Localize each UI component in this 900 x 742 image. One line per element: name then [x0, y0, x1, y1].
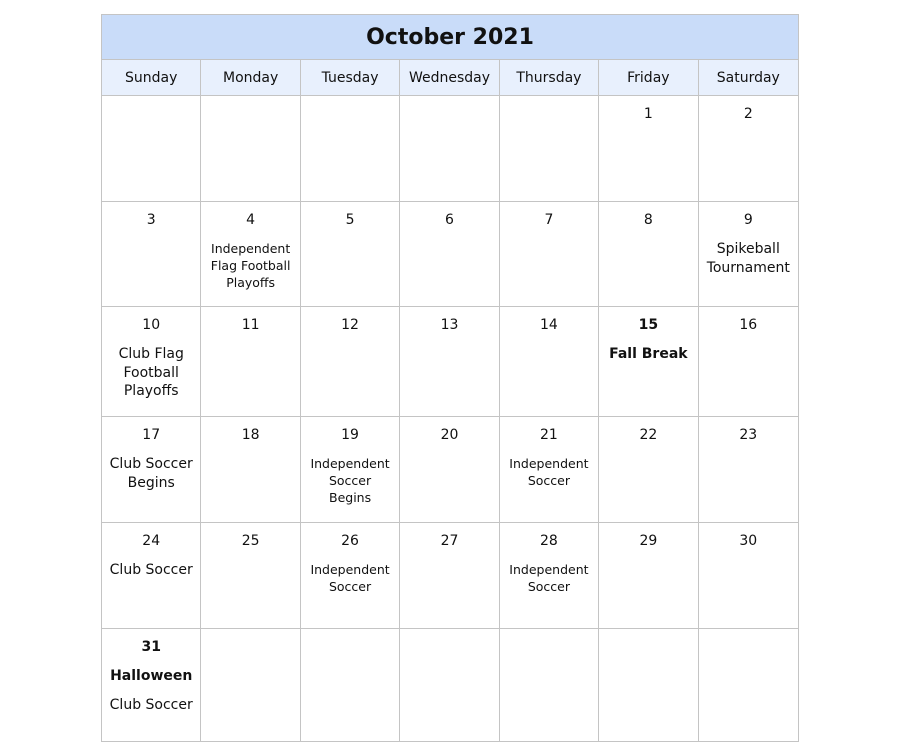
weekday-saturday: Saturday: [716, 69, 780, 86]
day-cell-12[interactable]: [301, 307, 400, 416]
day-number: 5: [345, 212, 355, 228]
week-row: [102, 202, 798, 307]
event-label: Club Soccer: [109, 562, 193, 578]
event-label: Club Flag Football Playoffs: [118, 346, 184, 399]
day-cell-9[interactable]: [699, 202, 798, 306]
empty-day-cell: [599, 629, 698, 741]
weekday-monday: Monday: [201, 60, 300, 95]
day-cell-30[interactable]: [699, 523, 798, 628]
calendar-grid: [102, 96, 798, 741]
event-label: Independent Soccer Begins: [310, 456, 390, 505]
empty-day-cell: [500, 629, 599, 741]
day-cell-23[interactable]: [699, 417, 798, 522]
event-label: Spikeball Tournament: [706, 241, 790, 276]
day-number: 1: [643, 106, 653, 122]
day-cell-8[interactable]: [599, 202, 698, 306]
day-number: 29: [639, 533, 658, 549]
day-number: 17: [142, 427, 161, 443]
day-number: 26: [341, 533, 359, 549]
day-cell-22[interactable]: [599, 417, 698, 522]
day-number: 20: [440, 427, 459, 443]
day-cell-17[interactable]: [102, 417, 201, 522]
week-row: [102, 307, 798, 417]
day-number: 22: [639, 427, 658, 443]
day-number: 28: [540, 533, 558, 549]
weekday-friday: Friday: [599, 60, 698, 95]
weekday-thursday: Thursday: [500, 60, 599, 95]
day-number: 21: [540, 427, 558, 443]
empty-day-cell: [201, 96, 300, 201]
day-number: 30: [739, 533, 758, 549]
day-number: 11: [241, 317, 260, 333]
weekday-header: [102, 60, 798, 96]
empty-day-cell: [400, 629, 499, 741]
weekday-sunday: Sunday: [102, 60, 201, 95]
day-number: 31: [141, 639, 161, 655]
day-cell-6[interactable]: [400, 202, 499, 306]
day-cell-14[interactable]: [500, 307, 599, 416]
event-label: Independent Flag Football Playoffs: [210, 241, 291, 290]
empty-day-cell: [301, 96, 400, 201]
day-number: 9: [743, 212, 753, 228]
day-cell-20[interactable]: [400, 417, 499, 522]
empty-day-cell: [301, 629, 400, 741]
empty-day-cell: [102, 96, 201, 201]
day-number: 15: [638, 317, 659, 333]
day-cell-5[interactable]: [301, 202, 400, 306]
day-number: 23: [739, 427, 758, 443]
day-cell-19[interactable]: [301, 417, 400, 522]
day-cell-15[interactable]: [599, 307, 698, 416]
day-number: 24: [142, 533, 161, 549]
week-row: [102, 417, 798, 523]
day-cell-26[interactable]: [301, 523, 400, 628]
event-label: Independent Soccer: [310, 562, 390, 594]
day-number: 7: [544, 212, 554, 228]
empty-day-cell: [400, 96, 499, 201]
day-number: 4: [246, 212, 256, 228]
day-cell-28[interactable]: [500, 523, 599, 628]
event-label: Halloween: [110, 668, 193, 684]
day-cell-11[interactable]: [201, 307, 300, 416]
day-number: 13: [440, 317, 459, 333]
calendar: [101, 14, 799, 742]
week-row: [102, 629, 798, 741]
day-cell-24[interactable]: [102, 523, 201, 628]
day-number: 19: [341, 427, 359, 443]
week-row: [102, 523, 798, 629]
week-row: [102, 96, 798, 202]
day-number: 8: [643, 212, 653, 228]
day-cell-27[interactable]: [400, 523, 499, 628]
empty-day-cell: [699, 629, 798, 741]
day-number: 2: [743, 106, 753, 122]
empty-day-cell: [500, 96, 599, 201]
event-label: Club Soccer Begins: [109, 456, 193, 491]
day-cell-7[interactable]: [500, 202, 599, 306]
day-number: 14: [540, 317, 558, 333]
day-cell-3[interactable]: [102, 202, 201, 306]
day-cell-4[interactable]: [201, 202, 300, 306]
day-cell-10[interactable]: [102, 307, 201, 416]
day-number: 27: [440, 533, 459, 549]
day-number: 3: [146, 212, 156, 228]
day-cell-18[interactable]: [201, 417, 300, 522]
day-cell-2[interactable]: [699, 96, 798, 201]
weekday-wednesday: Wednesday: [400, 60, 499, 95]
day-number: 16: [739, 317, 758, 333]
event-label: Independent Soccer: [509, 562, 589, 594]
day-cell-29[interactable]: [599, 523, 698, 628]
calendar-title: October 2021: [102, 15, 798, 60]
day-cell-16[interactable]: [699, 307, 798, 416]
event-label: Fall Break: [609, 346, 688, 362]
day-number: 6: [445, 212, 454, 228]
day-number: 10: [142, 317, 161, 333]
day-cell-31[interactable]: [102, 629, 201, 741]
empty-day-cell: [201, 629, 300, 741]
day-cell-1[interactable]: [599, 96, 698, 201]
day-cell-13[interactable]: [400, 307, 499, 416]
weekday-tuesday: Tuesday: [301, 60, 400, 95]
event-label: Club Soccer: [109, 696, 193, 713]
day-number: 25: [241, 533, 260, 549]
day-cell-25[interactable]: [201, 523, 300, 628]
event-label: Independent Soccer: [509, 456, 589, 488]
day-number: 12: [341, 317, 359, 333]
day-cell-21[interactable]: [500, 417, 599, 522]
day-number: 18: [241, 427, 260, 443]
